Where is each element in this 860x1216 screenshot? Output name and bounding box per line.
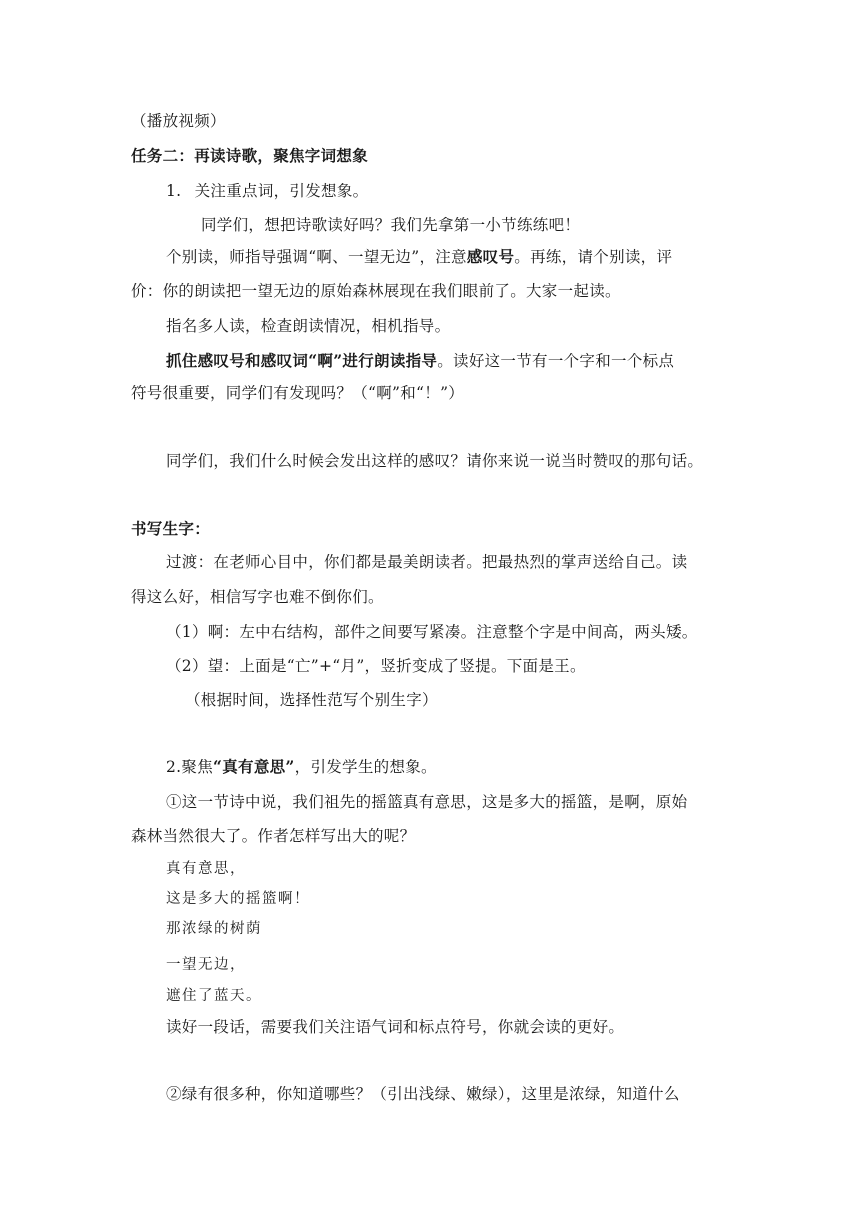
paragraph-line: 价：你的朗读把一望无边的原始森林展现在我们眼前了。大家一起读。: [131, 282, 621, 300]
poem-line: 遮住了蓝天。: [166, 988, 262, 1004]
item1-text: 关注重点词，引发想象。: [194, 182, 369, 200]
item2-label: 2.聚焦: [166, 758, 213, 776]
paragraph-line: 读好一段话，需要我们关注语气词和标点符号，你就会读的更好。: [166, 1018, 625, 1036]
item2-line: [166, 756, 437, 778]
paragraph-line: 符号很重要，同学们有发现吗？（“啊”和“！”）: [131, 384, 465, 402]
poem-line: 真有意思，: [166, 861, 246, 877]
paragraph-text: 。读好这一节有一个字和一个标点: [437, 352, 675, 370]
paragraph-line: 得这么好，相信写字也难不倒你们。: [131, 588, 384, 606]
paragraph-line: （2）望：上面是“亡”+“月”，竖折变成了竖提。下面是王。: [166, 657, 586, 675]
paragraph-line: [166, 246, 672, 268]
emphasis-text: 抓住感叹号和感叹词“啊”进行朗读指导: [166, 351, 438, 370]
poem-line: 那浓绿的树荫: [166, 921, 262, 937]
paragraph-text: 个别读，师指导强调“啊、一望无边”，注意: [166, 248, 467, 266]
paragraph-line: （根据时间，选择性范写个别生字）: [185, 691, 438, 709]
emphasis-text: “真有意思”: [213, 757, 295, 776]
task2-heading: 任务二：再读诗歌，聚焦字词想象: [131, 146, 369, 165]
paragraph-line: 过渡：在老师心目中，你们都是最美朗读者。把最热烈的掌声送给自己。读: [166, 553, 688, 571]
emphasis-text: 感叹号: [466, 247, 515, 266]
writing-heading: 书写生字：: [131, 519, 211, 538]
poem-line: 一望无边，: [166, 957, 246, 973]
paragraph-line: ②绿有很多种，你知道哪些？（引出浅绿、嫩绿），这里是浓绿，知道什么: [166, 1085, 680, 1103]
play-video-note: （播放视频）: [131, 112, 226, 130]
item1-number: 1.: [166, 182, 182, 200]
paragraph-line: （1）啊：左中右结构，部件之间要写紧凑。注意整个字是中间高，两头矮。: [166, 623, 698, 641]
paragraph-line: 森林当然很大了。作者怎样写出大的呢？: [131, 827, 416, 845]
item2-text: ，引发学生的想象。: [294, 758, 437, 776]
paragraph-line: 同学们，想把诗歌读好吗？我们先拿第一小节练练吧！: [201, 216, 581, 234]
item1-line: [166, 180, 368, 202]
paragraph-line: 指名多人读，检查朗读情况，相机指导。: [166, 317, 451, 335]
poem-line: 这是多大的摇篮啊！: [166, 891, 310, 907]
paragraph-line: [166, 350, 674, 372]
paragraph-text: 。再练，请个别读，评: [514, 248, 673, 266]
paragraph-line: ①这一节诗中说，我们祖先的摇篮真有意思，这是多大的摇篮，是啊，原始: [166, 793, 688, 811]
paragraph-line: 同学们，我们什么时候会发出这样的感叹？请你来说一说当时赞叹的那句话。: [166, 452, 704, 470]
